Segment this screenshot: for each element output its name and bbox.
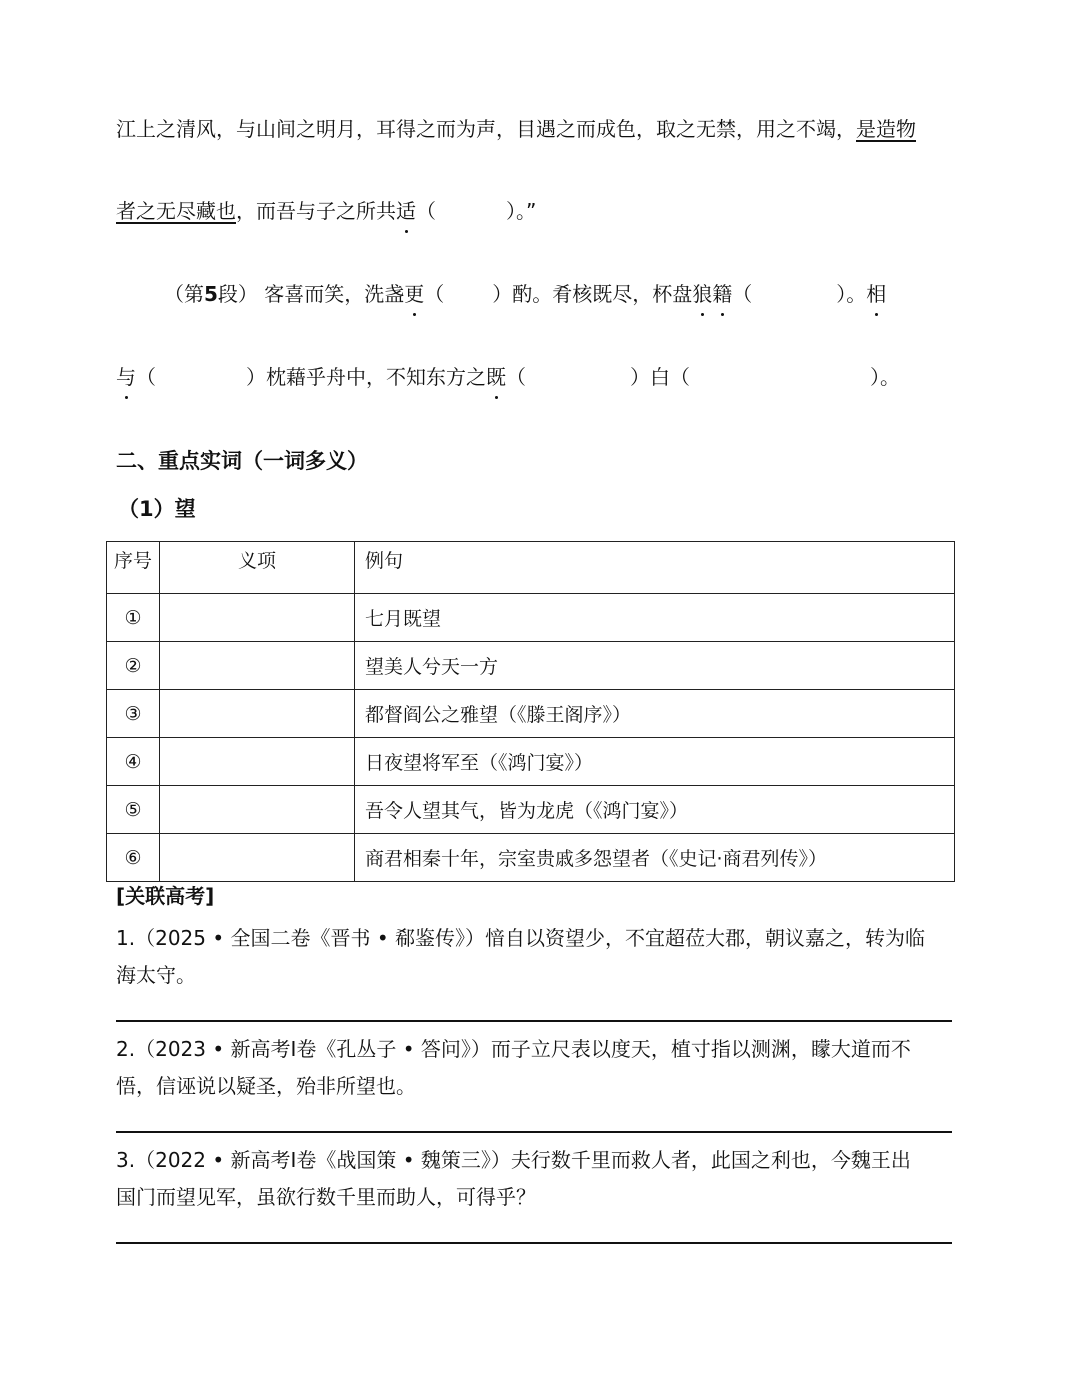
passage-text: ）枕藉乎舟中，不知东方之 <box>246 365 486 389</box>
question-number: 3. <box>116 1148 136 1172</box>
dotted-character: 更 <box>404 282 425 306</box>
dotted-character: 狼 <box>692 282 713 306</box>
question-text: （2022 • 新高考Ⅰ卷《战国策 • 魏策三》）夫行数千里而救人者，此国之利也，今魏王出 <box>135 1148 911 1172</box>
table-row <box>107 690 955 738</box>
passage-line-3 <box>164 280 886 308</box>
passage-text: ）。 <box>836 282 867 306</box>
paragraph-number: 5 <box>204 282 218 306</box>
example-cell: 望美人兮天一方 <box>355 642 955 690</box>
question-2-line-2: 悟，信诬说以疑圣，殆非所望也。 <box>116 1074 416 1098</box>
example-cell: 吾令人望其气，皆为龙虎（《鸿门宴》） <box>355 786 955 834</box>
row-number: ④ <box>107 738 160 786</box>
passage-line-4 <box>116 363 900 391</box>
row-number: ② <box>107 642 160 690</box>
meaning-cell[interactable] <box>160 594 355 642</box>
dotted-character: 相 <box>866 282 887 306</box>
passage-text: （ <box>424 282 445 306</box>
passage-text: （ <box>136 365 156 389</box>
meaning-cell[interactable] <box>160 786 355 834</box>
passage-text: ）白（ <box>630 365 690 389</box>
example-cell: 都督阎公之雅望（《滕王阁序》） <box>355 690 955 738</box>
meaning-table <box>106 541 955 882</box>
row-number: ③ <box>107 690 160 738</box>
table-row <box>107 642 955 690</box>
answer-line-1[interactable] <box>116 1020 952 1022</box>
table-row <box>107 594 955 642</box>
passage-text: （ <box>416 199 436 223</box>
passage-text: ）。” <box>506 199 537 223</box>
underlined-text: 者之无尽藏也 <box>116 199 236 223</box>
section-title: 二、重点实词（一词多义） <box>116 449 368 473</box>
header-number: 序号 <box>107 542 160 594</box>
table-header-row <box>107 542 955 594</box>
question-number: 2. <box>116 1037 136 1061</box>
question-text: （2025 • 全国二卷《晋书 • 郗鉴传》）愔自以资望少，不宜超莅大郡，朝议嘉之，转为临 <box>135 926 926 950</box>
question-text: （2023 • 新高考Ⅰ卷《孔丛子 • 答问》）而子立尺表以度天，植寸指以测渊，矇大道而不 <box>135 1037 911 1061</box>
passage-line-2 <box>116 197 536 225</box>
passage-text: ）酌。肴核既尽，杯盘 <box>492 282 693 306</box>
passage-text: ）。 <box>870 365 900 389</box>
question-3-line-1 <box>116 1146 911 1174</box>
question-number: 1. <box>116 926 136 950</box>
question-1-line-2: 海太守。 <box>116 963 196 987</box>
sub-title: （1）望 <box>118 497 196 521</box>
question-3-line-2: 国门而望见军，虽欲行数千里而助人，可得乎？ <box>116 1185 536 1209</box>
passage-text: 客喜而笑，洗盏 <box>264 282 405 306</box>
question-2-line-1 <box>116 1035 911 1063</box>
answer-line-2[interactable] <box>116 1131 952 1133</box>
related-label: [关联高考] <box>116 884 215 908</box>
example-cell: 七月既望 <box>355 594 955 642</box>
paragraph-label: 段） <box>217 282 258 306</box>
table-row <box>107 834 955 882</box>
underlined-text: 是造物 <box>856 117 916 141</box>
example-cell: 商君相秦十年，宗室贵戚多怨望者（《史记·商君列传》） <box>355 834 955 882</box>
passage-line-1 <box>116 115 916 143</box>
dotted-character: 籍 <box>712 282 733 306</box>
row-number: ① <box>107 594 160 642</box>
passage-text: （ <box>506 365 526 389</box>
passage-text: （ <box>732 282 753 306</box>
dotted-character: 与 <box>116 365 136 389</box>
meaning-cell[interactable] <box>160 690 355 738</box>
table-row <box>107 738 955 786</box>
row-number: ⑤ <box>107 786 160 834</box>
example-cell: 日夜望将军至（《鸿门宴》） <box>355 738 955 786</box>
answer-line-3[interactable] <box>116 1242 952 1244</box>
meaning-cell[interactable] <box>160 738 355 786</box>
header-example: 例句 <box>355 542 955 594</box>
passage-text: 江上之清风，与山间之明月，耳得之而为声，目遇之而成色，取之无禁，用之不竭， <box>116 117 856 141</box>
header-meaning: 义项 <box>160 542 355 594</box>
table-row <box>107 786 955 834</box>
passage-text: ，而吾与子之所共 <box>236 199 396 223</box>
dotted-character: 适 <box>396 199 416 223</box>
question-1-line-1 <box>116 924 925 952</box>
meaning-cell[interactable] <box>160 642 355 690</box>
dotted-character: 既 <box>486 365 506 389</box>
meaning-cell[interactable] <box>160 834 355 882</box>
row-number: ⑥ <box>107 834 160 882</box>
paragraph-label: （第 <box>164 282 204 306</box>
